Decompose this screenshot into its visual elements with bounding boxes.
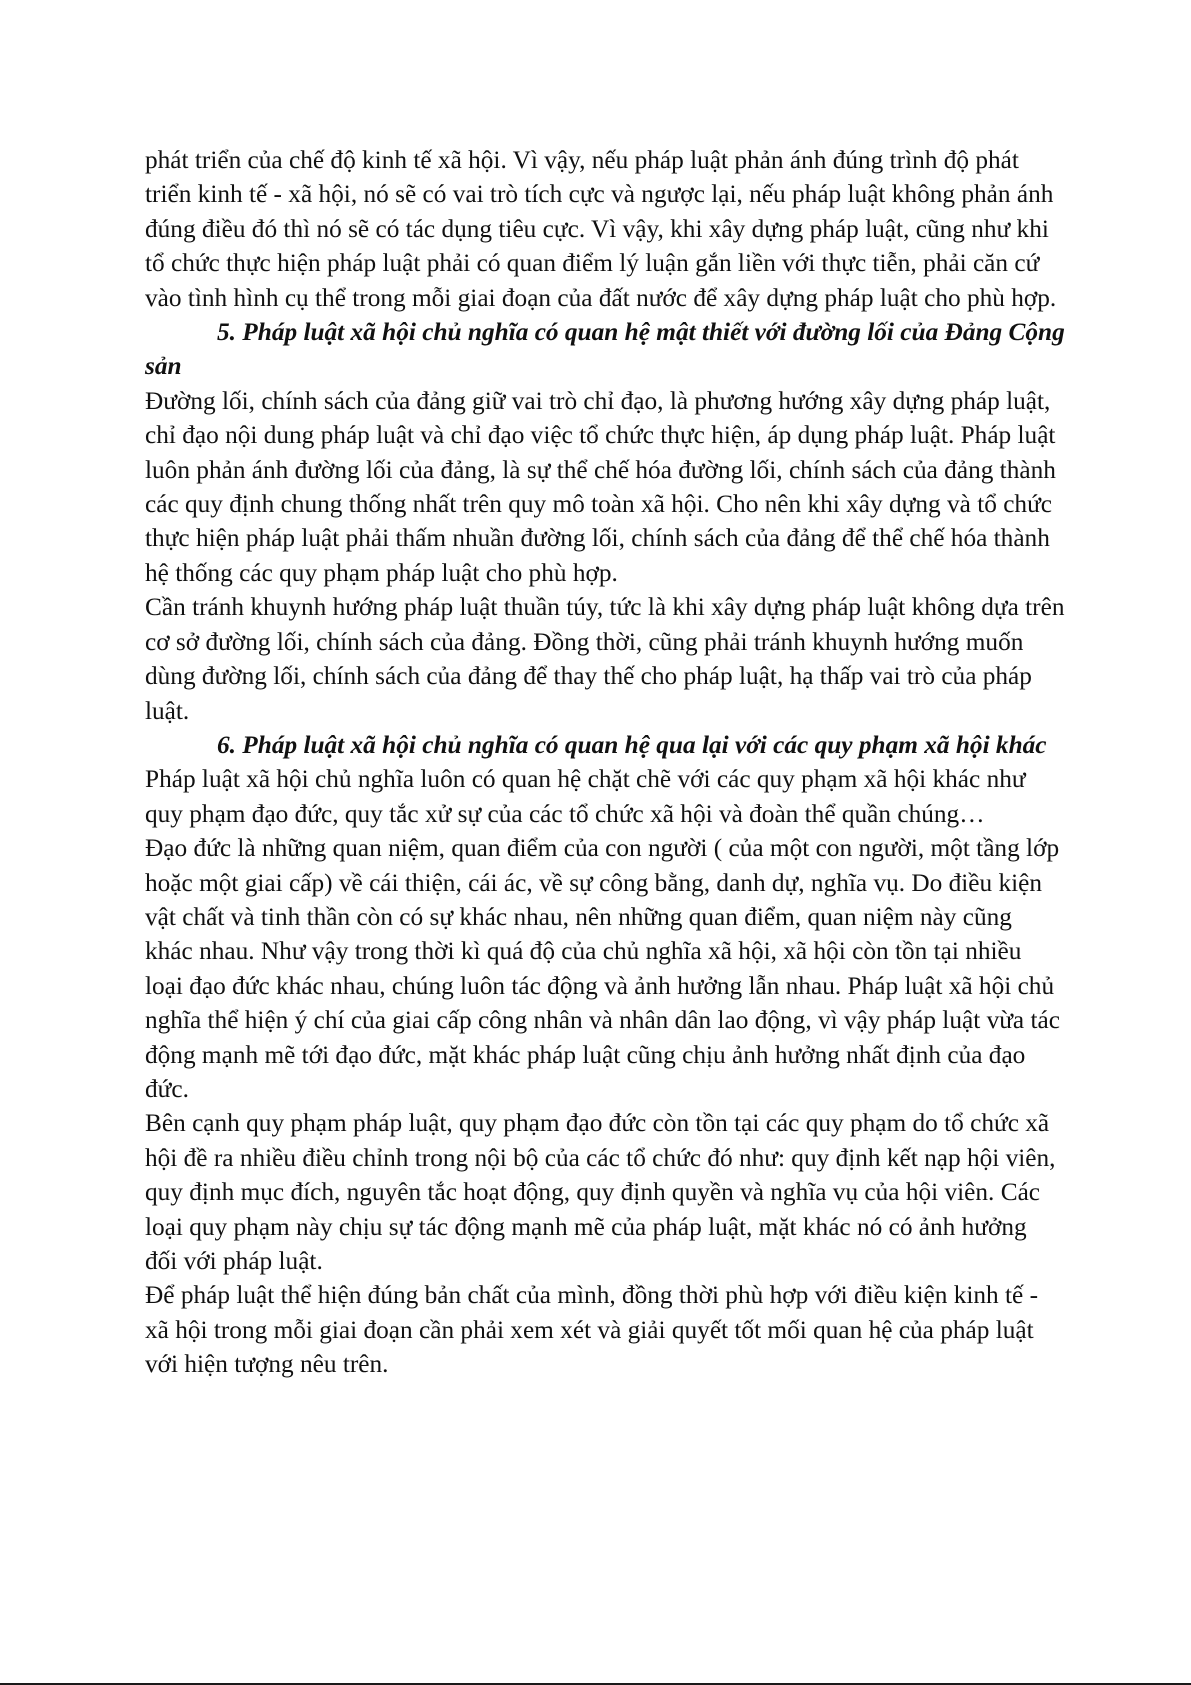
- heading-section-6: 6. Pháp luật xã hội chủ nghĩa có quan hệ qua lại với các quy phạm xã hội khác: [217, 730, 1047, 759]
- paragraph-social-norms-relation: Pháp luật xã hội chủ nghĩa luôn có quan hệ chặt chẽ với các quy phạm xã hội khác như quy phạm đạo đức, quy tắc xử sự của các tổ chức xã hội và đoàn thể quần chúng…: [145, 765, 1026, 828]
- paragraph-development-intro: phát triển của chế độ kinh tế xã hội. Vì vậy, nếu pháp luật phản ánh đúng trình độ phát triển kinh tế - xã hội, nó sẽ có vai trò tích cực và ngược lại, nếu pháp luật không phản ánh đúng điều đó thì nó sẽ có tác dụng tiêu cực. Vì vậy, khi xây dựng pháp luật, cũng như khi tổ chức thực hiện pháp luật phải có quan điểm lý luận gắn liền với thực tiễn, phải căn cứ vào tình hình cụ thể trong mỗi giai đoạn của đất nước để xây dựng pháp luật cho phù hợp.: [145, 146, 1057, 312]
- paragraph-conclusion: Để pháp luật thể hiện đúng bản chất của mình, đồng thời phù hợp với điều kiện kinh tế - xã hội trong mỗi giai đoạn cần phải xem xét và giải quyết tốt mối quan hệ của pháp luật với hiện tượng nêu trên.: [145, 1281, 1039, 1379]
- paragraph-organization-norms: Bên cạnh quy phạm pháp luật, quy phạm đạo đức còn tồn tại các quy phạm do tổ chức xã hội đề ra nhiều điều chỉnh trong nội bộ của các tổ chức đó như: quy định kết nạp hội viên, quy định mục đích, nguyên tắc hoạt động, quy định quyền và nghĩa vụ của hội viên. Các loại quy phạm này chịu sự tác động mạnh mẽ của pháp luật, mặt khác nó có ảnh hưởng đối với pháp luật.: [145, 1109, 1056, 1275]
- heading-section-5: 5. Pháp luật xã hội chủ nghĩa có quan hệ mật thiết với đường lối của Đảng Cộng sản: [145, 318, 1065, 381]
- paragraph-avoid-tendencies: Cần tránh khuynh hướng pháp luật thuần túy, tức là khi xây dựng pháp luật không dựa trên cơ sở đường lối, chính sách của đảng. Đồng thời, cũng phải tránh khuynh hướng muốn dùng đường lối, chính sách của đảng để thay thế cho pháp luật, hạ thấp vai trò của pháp luật.: [145, 593, 1065, 725]
- paragraph-party-line-role: Đường lối, chính sách của đảng giữ vai trò chỉ đạo, là phương hướng xây dựng pháp luật, chỉ đạo nội dung pháp luật và chỉ đạo việc tổ chức thực hiện, áp dụng pháp luật. Pháp luật luôn phản ánh đường lối của đảng, là sự thể chế hóa đường lối, chính sách của đảng thành các quy định chung thống nhất trên quy mô toàn xã hội. Cho nên khi xây dựng và tổ chức thực hiện pháp luật phải thấm nhuần đường lối, chính sách của đảng để thể chế hóa thành hệ thống các quy phạm pháp luật cho phù hợp.: [145, 386, 1056, 587]
- paragraph-morality: Đạo đức là những quan niệm, quan điểm của con người ( của một con người, một tầng lớp hoặc một giai cấp) về cái thiện, cái ác, về sự công bằng, danh dự, nghĩa vụ. Do điều kiện vật chất và tinh thần còn có sự khác nhau, nên những quan điểm, quan niệm này cũng khác nhau. Như vậy trong thời kì quá độ của chủ nghĩa xã hội, xã hội còn tồn tại nhiều loại đạo đức khác nhau, chúng luôn tác động và ảnh hưởng lẫn nhau. Pháp luật xã hội chủ nghĩa thể hiện ý chí của giai cấp công nhân và nhân dân lao động, vì vậy pháp luật vừa tác động mạnh mẽ tới đạo đức, mặt khác pháp luật cũng chịu ảnh hưởng nhất định của đạo đức.: [145, 834, 1060, 1103]
- document-body: [145, 143, 1065, 1382]
